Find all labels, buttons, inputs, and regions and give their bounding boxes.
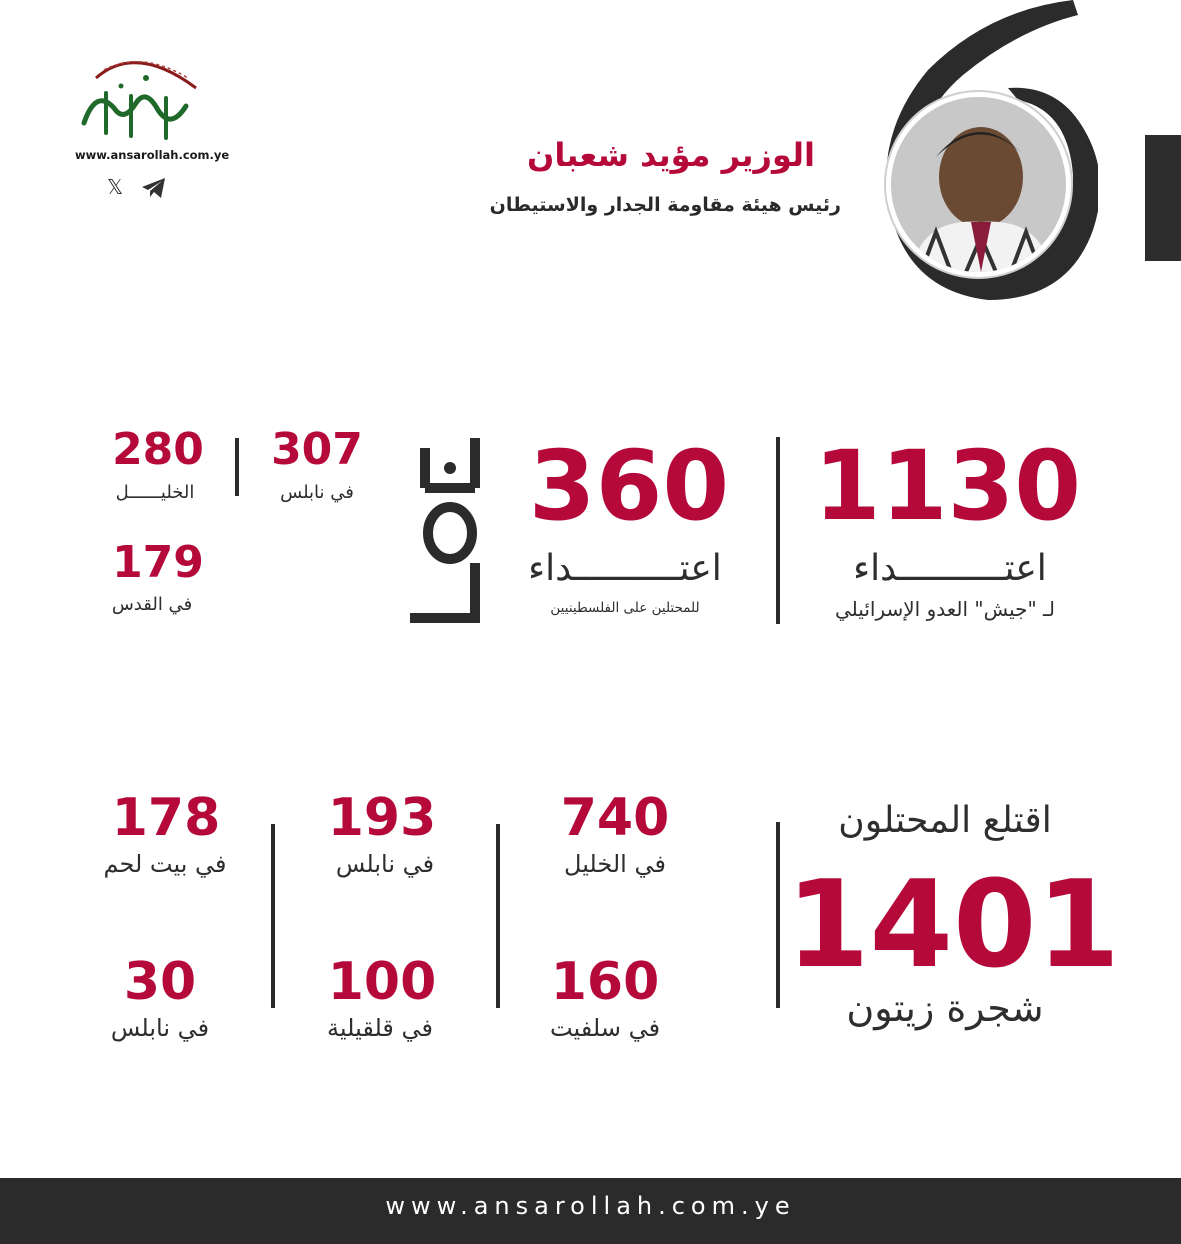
telegram-icon[interactable] — [141, 177, 167, 199]
uprooted-headline: اقتلع المحتلون — [838, 800, 1052, 841]
breakdown-label: في نابلس — [280, 482, 354, 503]
x-icon[interactable]: 𝕏 — [106, 175, 124, 199]
place-label: في سلفيت — [549, 1014, 661, 1042]
ansarollah-logo — [76, 48, 206, 148]
army-attacks-label: لـ "جيش" العدو الإسرائيلي — [835, 597, 1055, 621]
uprooted-total: 1401 — [786, 856, 1120, 995]
minister-photo — [886, 92, 1071, 277]
settler-attacks-count: 360 — [528, 430, 730, 542]
breakdown-label: الخليــــــل — [115, 482, 195, 503]
place-label: في بيت لحم — [103, 850, 227, 878]
divider — [271, 824, 275, 1008]
breakdown-value: 179 — [112, 537, 204, 588]
divider — [776, 437, 780, 624]
place-value: 178 — [111, 788, 221, 848]
place-label: في نابلس — [110, 1014, 210, 1042]
place-label: في قلقيلية — [327, 1014, 433, 1042]
divider — [496, 824, 500, 1008]
divider — [776, 822, 780, 1008]
place-value: 193 — [327, 788, 437, 848]
of-which-word — [405, 428, 485, 628]
breakdown-value: 307 — [271, 424, 363, 475]
place-value: 30 — [123, 952, 197, 1012]
divider — [235, 438, 239, 496]
breakdown-value: 280 — [112, 424, 204, 475]
minister-title: رئيس هيئة مقاومة الجدار والاستيطان — [489, 194, 841, 216]
place-label: في الخليل — [564, 850, 666, 878]
place-value: 740 — [560, 788, 670, 848]
edge-bar — [1145, 135, 1181, 261]
minister-name: الوزير مؤيد شعبان — [527, 136, 815, 174]
uprooted-unit: شجرة زيتون — [846, 986, 1044, 1030]
place-value: 100 — [327, 952, 437, 1012]
settler-attacks-word: اعتــــــــــداء — [528, 548, 722, 589]
logo-url-text: www.ansarollah.com.ye — [75, 148, 230, 162]
settler-attacks-label: للمحتلين على الفلسطينيين — [550, 600, 700, 616]
army-attacks-count: 1130 — [813, 430, 1082, 542]
army-attacks-word: اعتــــــــــداء — [853, 548, 1047, 589]
footer-url[interactable]: www.ansarollah.com.ye — [385, 1192, 796, 1220]
place-value: 160 — [550, 952, 660, 1012]
breakdown-label: في القدس — [111, 594, 193, 615]
place-label: في نابلس — [335, 850, 435, 878]
